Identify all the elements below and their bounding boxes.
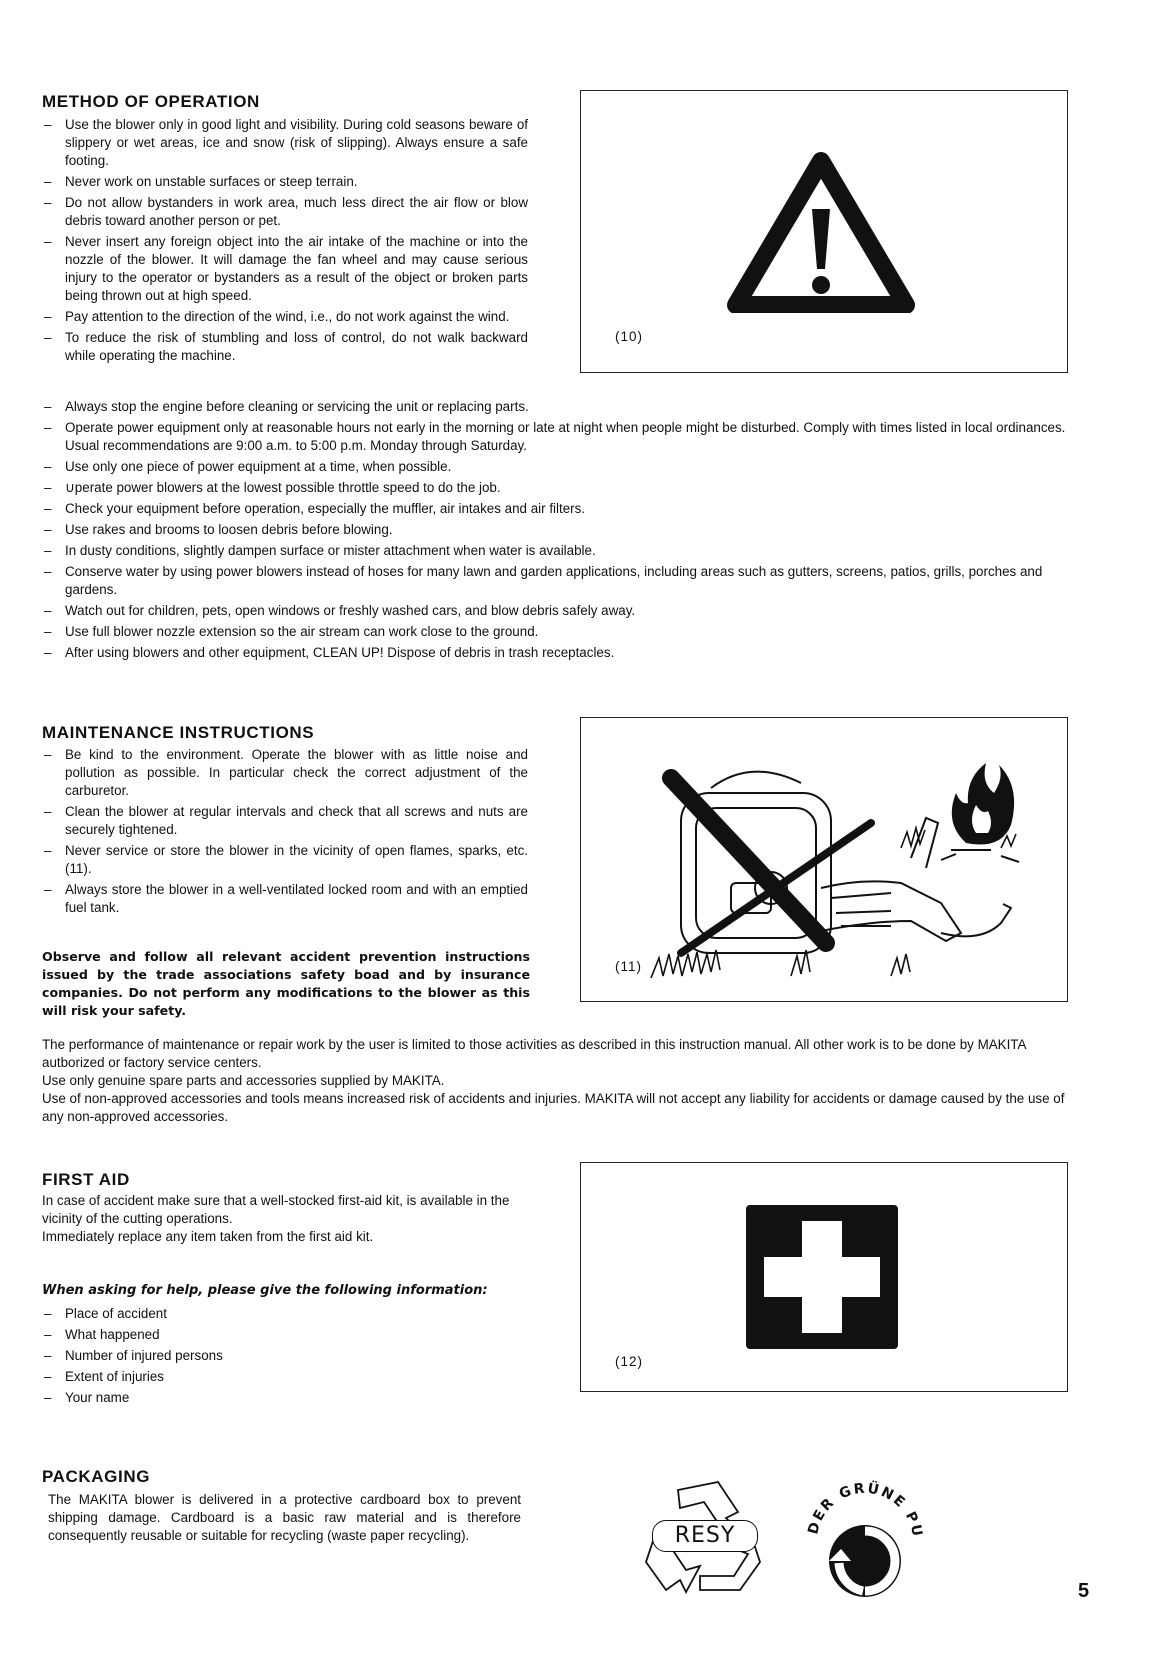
help-info-heading: When asking for help, please give the following information: xyxy=(42,1283,488,1298)
list-item: – Never service or store the blower in the vicinity of open flames, sparks, etc. (11). xyxy=(42,842,528,878)
maintenance-heading: MAINTENANCE INSTRUCTIONS xyxy=(42,723,315,742)
figure-12-box xyxy=(580,1162,1068,1392)
list-item: – Check your equipment before operation, especially the muffler, air intakes and air filters. xyxy=(42,500,1072,518)
list-item: – What happened xyxy=(42,1326,522,1344)
list-item: – In dusty conditions, slightly dampen surface or mister attachment when water is available. xyxy=(42,542,1072,560)
maintenance-paragraphs xyxy=(42,1036,1072,1126)
blower-near-fire-crossed-icon xyxy=(621,738,1041,988)
packaging-text: The MAKITA blower is delivered in a protective cardboard box to prevent shipping damage. Cardboard is a basic raw material and is therefore consequently reusable or suitable for recycling (waste paper recycling). xyxy=(48,1492,521,1543)
green-dot-icon xyxy=(795,1465,935,1605)
figure-10-label: (10) xyxy=(615,329,644,344)
resy-logo-text: RESY xyxy=(652,1520,758,1552)
list-item: – Always stop the engine before cleaning or servicing the unit or replacing parts. xyxy=(42,398,1072,416)
figure-11-box xyxy=(580,717,1068,1002)
page-number: 5 xyxy=(1078,1580,1090,1602)
list-item: – Use only one piece of power equipment at a time, when possible. xyxy=(42,458,1072,476)
list-item: – Operate power equipment only at reasonable hours not early in the morning or late at night when people might be disturbed. Comply with times listed in local ordinances. Usual recommendations are 9:00 a.m. to 5:00 p.m. Monday through Saturday. xyxy=(42,419,1072,455)
paragraph: Use of non-approved accessories and tools means increased risk of accidents and injuries. MAKITA will not accept any liability for accidents or damage caused by the use of any non-approved accessories. xyxy=(42,1091,1065,1124)
resy-recycling-logo xyxy=(638,1470,768,1600)
paragraph: In case of accident make sure that a well-stocked first-aid kit, is available in the vicinity of the cutting operations. xyxy=(42,1193,510,1226)
figure-10-box xyxy=(580,90,1068,373)
list-item: – Do not allow bystanders in work area, much less direct the air flow or blow debris toward another person or pet. xyxy=(42,194,528,230)
method-list-wide xyxy=(42,398,1072,665)
method-list-narrow xyxy=(42,116,528,368)
figure-11-label: (11) xyxy=(615,959,643,974)
list-item: – Pay attention to the direction of the wind, i.e., do not work against the wind. xyxy=(42,308,528,326)
list-item: – Clean the blower at regular intervals and check that all screws and nuts are securely tightened. xyxy=(42,803,528,839)
list-item: – Use the blower only in good light and visibility. During cold seasons beware of slippery or wet areas, ice and snow (risk of slipping). Always ensure a safe footing. xyxy=(42,116,528,170)
list-item: – To reduce the risk of stumbling and loss of control, do not walk backward while operating the machine. xyxy=(42,329,528,365)
list-item: – Never insert any foreign object into the air intake of the machine or into the nozzle of the blower. It will damage the fan wheel and may cause serious injury to the operator or bystanders as a result of the object or broken parts being thrown out at high speed. xyxy=(42,233,528,305)
method-heading: METHOD OF OPERATION xyxy=(42,92,260,111)
paragraph: Use only genuine spare parts and accessories supplied by MAKITA. xyxy=(42,1073,445,1088)
list-item: – Number of injured persons xyxy=(42,1347,522,1365)
list-item: – After using blowers and other equipment, CLEAN UP! Dispose of debris in trash receptacles. xyxy=(42,644,1072,662)
list-item: – Use rakes and brooms to loosen debris before blowing. xyxy=(42,521,1072,539)
packaging-heading: PACKAGING xyxy=(42,1467,151,1486)
figure-12-label: (12) xyxy=(615,1354,644,1369)
list-item: – Watch out for children, pets, open windows or freshly washed cars, and blow debris safely away. xyxy=(42,602,1072,620)
list-item: – Extent of injuries xyxy=(42,1368,522,1386)
first-aid-list xyxy=(42,1305,522,1410)
green-dot-logo xyxy=(795,1465,935,1605)
list-item: – Use full blower nozzle extension so the air stream can work close to the ground. xyxy=(42,623,1072,641)
list-item: – Your name xyxy=(42,1389,522,1407)
list-item: – ∪perate power blowers at the lowest possible throttle speed to do the job. xyxy=(42,479,1072,497)
maintenance-list xyxy=(42,746,528,920)
accident-prevention-note: Observe and follow all relevant accident prevention instructions issued by the trade associations safety boad and by insurance companies. Do not perform any modifications to the blower as this will risk your safety. xyxy=(42,949,530,1018)
first-aid-cross-icon xyxy=(746,1205,898,1349)
list-item: – Always store the blower in a well-ventilated locked room and with an emptied fuel tank. xyxy=(42,881,528,917)
paragraph: Immediately replace any item taken from the first aid kit. xyxy=(42,1229,374,1244)
list-item: – Conserve water by using power blowers instead of hoses for many lawn and garden applications, including areas such as gutters, screens, patios, grills, porches and gardens. xyxy=(42,563,1072,599)
first-aid-intro xyxy=(42,1192,532,1246)
list-item: – Place of accident xyxy=(42,1305,522,1323)
warning-triangle-icon xyxy=(726,151,916,313)
list-item: – Be kind to the environment. Operate the blower with as little noise and pollution as possible. In particular check the correct adjustment of the carburetor. xyxy=(42,746,528,800)
paragraph: The performance of maintenance or repair work by the user is limited to those activities as described in this instruction manual. All other work is to be done by MAKITA autborized or factory service centers. xyxy=(42,1037,1026,1070)
first-aid-heading: FIRST AID xyxy=(42,1170,130,1189)
list-item: – Never work on unstable surfaces or steep terrain. xyxy=(42,173,528,191)
green-dot-arc-text: DER GRÜNE PU xyxy=(805,1480,926,1540)
